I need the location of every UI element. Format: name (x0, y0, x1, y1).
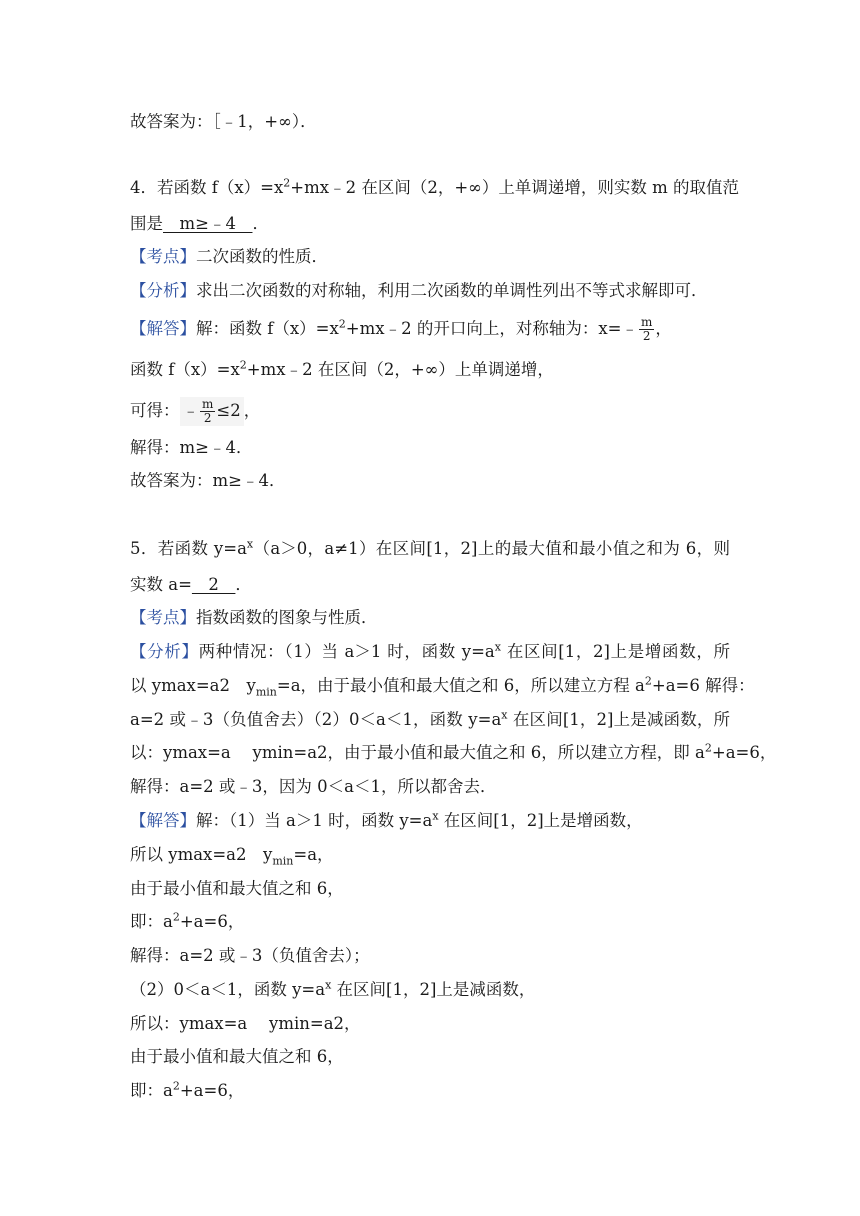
fraction-numerator: m (202, 397, 214, 411)
q5-stem-text: 实数 a= (130, 575, 192, 594)
solution-text: +a=6， (179, 1081, 245, 1100)
superscript: 2 (338, 317, 346, 331)
solution-text: ， (655, 319, 672, 338)
superscript: 2 (172, 910, 180, 924)
q5-fenxi-line3 (130, 709, 730, 731)
q4-solution-line2 (130, 359, 554, 381)
superscript: x (494, 640, 501, 654)
superscript: x (432, 809, 439, 823)
solution-text: =a， (293, 845, 334, 864)
q5-fenxi-line5: 解得：a=2 或﹣3，因为 0＜a＜1，所以都舍去． (130, 777, 497, 796)
fraction-denominator: 2 (203, 411, 212, 425)
solution-text: 在区间[1，2]上是减函数， (331, 980, 536, 999)
jieda-tag: 【解答】 (130, 811, 196, 830)
q5-solution-line3: 由于最小值和最大值之和 6， (130, 879, 344, 898)
fenxi-text: 两种情况：（1）当 a＞1 时，函数 y=a (198, 642, 495, 661)
jieda-tag: 【解答】 (130, 319, 196, 338)
q4-stem-line1 (130, 176, 740, 199)
solution-text: +mx﹣2 在区间（2，+∞）上单调递增， (246, 360, 554, 379)
fenxi-text: +a=6 解得： (651, 676, 755, 695)
solution-text: 在区间[1，2]上是增函数， (438, 811, 643, 830)
superscript: 2 (172, 1079, 180, 1093)
solution-text: 函数 f（x）=x (130, 360, 240, 379)
fenxi-text: 在区间[1，2]上是减函数，所 (507, 710, 730, 729)
fraction-denominator: 2 (642, 329, 651, 343)
fenxi-text: a=2 或﹣3（负值舍去）（2）0＜a＜1，函数 y=a (130, 710, 502, 729)
superscript: x (246, 537, 254, 551)
solution-text: 即：a (130, 912, 173, 931)
kaodian-tag: 【考点】 (130, 247, 196, 266)
q4-answer-blank: m≥﹣4 (163, 214, 253, 233)
fenxi-text: 在区间[1，2]上是增函数，所 (500, 642, 730, 661)
subscript: min (255, 685, 277, 699)
solution-text: （2）0＜a＜1，函数 y=a (130, 980, 326, 999)
q5-fenxi-line1 (130, 641, 730, 663)
q5-kaodian (130, 607, 378, 629)
q5-solution-line4 (130, 911, 244, 933)
q4-stem-text: +mx﹣2 在区间（2，+∞）上单调递增，则实数 m 的取值范 (290, 178, 740, 197)
q5-stem-line2 (130, 574, 252, 596)
q4-fenxi (130, 280, 708, 302)
solution-text: ， (243, 401, 261, 420)
solution-text: 所以 ymax=a2 y (130, 845, 273, 864)
solution-text: 解：（1）当 a＞1 时，函数 y=a (196, 811, 433, 830)
q4-final-answer: 故答案为：m≥﹣4． (130, 471, 286, 490)
q4-number: 4． (130, 178, 157, 197)
q5-fenxi-line4 (130, 741, 777, 764)
q4-stem-text: 围是 (130, 214, 163, 233)
q4-kaodian (130, 246, 328, 268)
q5-stem-line1 (130, 538, 730, 560)
q5-stem-text: （a＞0，a≠1）在区间[1，2]上的最大值和最小值之和为 6，则 (253, 539, 731, 558)
q4-stem-line2 (130, 213, 269, 235)
q5-stem-text: 若函数 y=a (157, 539, 247, 558)
fenxi-text: 以：ymax=a ymin=a2，由于最小值和最大值之和 6，所以建立方程，即 a (130, 743, 705, 762)
solution-text: 即：a (130, 1081, 173, 1100)
q5-solution-line6 (130, 979, 535, 1001)
subscript: min (272, 854, 294, 868)
superscript: 2 (644, 674, 652, 688)
q5-solution-line2 (130, 844, 334, 866)
fenxi-text: =a，由于最小值和最大值之和 6，所以建立方程 a (276, 676, 645, 695)
q5-number: 5． (130, 539, 158, 558)
kaodian-text: 二次函数的性质． (196, 247, 328, 266)
q5-solution-line8: 由于最小值和最大值之和 6， (130, 1047, 344, 1066)
q5-answer-blank: 2 (191, 575, 236, 594)
q5-solution-line9 (130, 1080, 244, 1102)
q5-fenxi-line2 (130, 674, 755, 699)
solution-text: +mx﹣2 的开口向上，对称轴为：x=﹣ (345, 319, 638, 338)
q5-solution-line5: 解得：a=2 或﹣3（负值舍去）； (130, 946, 370, 965)
superscript: x (325, 978, 332, 992)
q4-solution-line1 (130, 316, 672, 343)
previous-answer: 故答案为：［﹣1，+∞）． (130, 112, 317, 131)
superscript: 2 (283, 176, 291, 190)
q5-solution-line1 (130, 810, 643, 832)
superscript: x (501, 708, 508, 722)
fenxi-text: 以 ymax=a2 y (130, 676, 256, 695)
q4-solution-line3 (130, 397, 260, 426)
fenxi-tag: 【分析】 (130, 642, 199, 661)
superscript: 2 (239, 358, 247, 372)
q5-solution-line7: 所以：ymax=a ymin=a2， (130, 1014, 361, 1033)
minus-sign: ﹣ (182, 401, 199, 420)
solution-text: 可得： (130, 401, 180, 420)
solution-text: 解：函数 f（x）=x (196, 319, 339, 338)
q4-solution-line4: 解得：m≥﹣4． (130, 438, 253, 457)
q4-stem-text: 若函数 f（x）=x (157, 178, 284, 197)
fenxi-text: 求出二次函数的对称轴，利用二次函数的单调性列出不等式求解即可． (196, 281, 708, 300)
fraction-m-over-2 (639, 316, 654, 343)
solution-text: +a=6， (179, 912, 245, 931)
fraction-m-over-2 (200, 398, 215, 425)
q5-stem-text: ． (235, 575, 252, 594)
fenxi-tag: 【分析】 (130, 281, 196, 300)
superscript: 2 (704, 741, 712, 755)
inequality-rest: ≤2 (216, 401, 241, 420)
kaodian-text: 指数函数的图象与性质． (196, 608, 378, 627)
kaodian-tag: 【考点】 (130, 608, 196, 627)
q4-stem-text: ． (252, 214, 269, 233)
fenxi-text: +a=6， (711, 743, 777, 762)
inequality-formula-image (180, 397, 244, 426)
fraction-numerator: m (640, 315, 653, 329)
